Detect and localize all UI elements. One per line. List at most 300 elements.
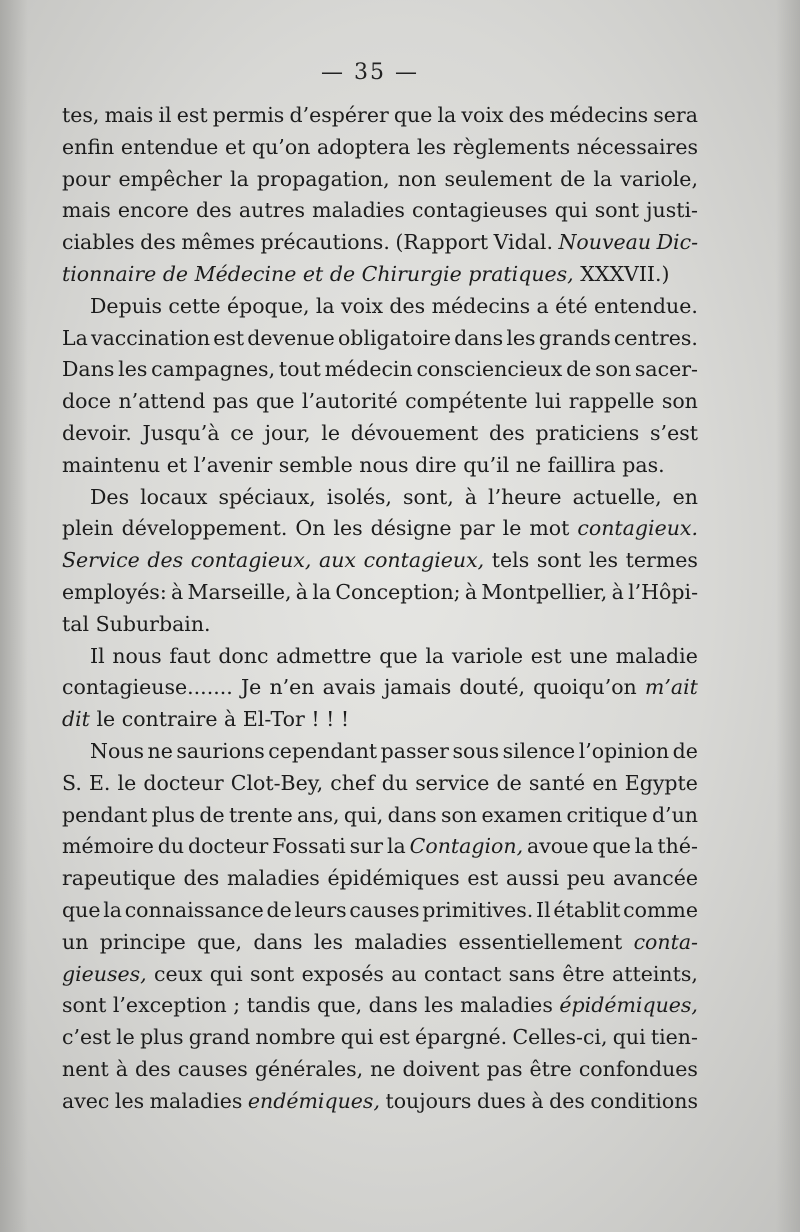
word: sans (508, 961, 556, 986)
word: entendue. (593, 293, 698, 318)
word: Nous (90, 738, 145, 763)
italic-word: contagieux, (363, 548, 485, 573)
word: dévouement (350, 420, 479, 445)
text-line (62, 1054, 698, 1086)
word: mais (104, 103, 154, 127)
word: le (502, 516, 522, 541)
word: du (157, 834, 185, 859)
word: en (672, 484, 698, 509)
word: ceux (154, 961, 203, 986)
word: et (224, 134, 246, 159)
word: admettre (276, 643, 372, 668)
word: douté, (459, 675, 525, 700)
text-line (62, 386, 698, 418)
word: Marseille, (187, 579, 292, 604)
italic-word: Dic- (656, 230, 698, 255)
word: sont (594, 198, 640, 223)
word: qui, (343, 802, 384, 827)
text-line (62, 450, 698, 482)
word: les (416, 134, 447, 159)
word: nent (62, 1056, 109, 1081)
word: lui (535, 389, 562, 414)
text-line (62, 227, 698, 259)
word: la (593, 166, 613, 191)
text-line (62, 195, 698, 227)
word: n’attend (118, 389, 206, 414)
word: les (506, 325, 536, 350)
word: dire (415, 452, 457, 477)
word: avancée (612, 866, 698, 891)
word: essentiellement (458, 929, 623, 954)
word: être (529, 1056, 572, 1081)
word: son (661, 389, 698, 414)
word: exposés (301, 961, 384, 986)
word: plus (140, 1025, 184, 1050)
word: comme (623, 897, 698, 922)
word: que, (197, 929, 243, 954)
word: la (387, 834, 406, 859)
italic-word: tionnaire (62, 261, 157, 286)
word: Conception; (335, 579, 461, 604)
word: à (464, 579, 478, 604)
word: trente (228, 802, 293, 827)
text-line (62, 1022, 698, 1054)
word: des (140, 230, 176, 255)
word: n’en (269, 675, 315, 700)
word: Dans (62, 357, 115, 382)
text-line (62, 513, 698, 545)
word: la (634, 834, 654, 859)
word: d’espérer (289, 103, 389, 127)
word: justi- (646, 198, 698, 223)
word: mémoire (62, 834, 154, 859)
word: les (424, 993, 454, 1018)
word: doivent (402, 1056, 480, 1081)
word: la (425, 643, 445, 668)
word: qu’on (251, 134, 311, 159)
page-left-shadow (0, 0, 28, 1232)
text-line (62, 736, 698, 768)
word: un (62, 929, 89, 954)
word: l’opinion (578, 738, 670, 763)
italic-word: de (329, 261, 356, 286)
word: confondues (578, 1056, 698, 1081)
word: Celles-ci, (512, 1025, 608, 1050)
word: avoue (527, 834, 589, 859)
word: E. (88, 770, 111, 795)
word: doce (62, 389, 112, 414)
word: à (171, 579, 184, 604)
word: Montpellier, (481, 579, 608, 604)
word: de (496, 770, 522, 795)
word: Depuis (90, 293, 162, 318)
word: est (467, 866, 499, 891)
word: enfin (62, 134, 115, 159)
word: dans (454, 325, 504, 350)
word: qui (612, 1025, 646, 1050)
word: contagieuses (412, 198, 548, 223)
word: ! (326, 707, 335, 732)
word: de (672, 738, 698, 763)
word: donc (218, 643, 269, 668)
word: entendue (120, 134, 219, 159)
word: Suburbain. (95, 611, 211, 636)
word: été (555, 293, 588, 318)
word: Il (90, 643, 105, 668)
word: Des (90, 484, 130, 509)
word: est (378, 1025, 410, 1050)
text-line (62, 164, 698, 196)
word: Vidal. (493, 230, 553, 255)
word: pour (62, 166, 111, 191)
word: des (134, 1056, 171, 1081)
word: contraire (121, 707, 218, 732)
italic-word: gieuses, (62, 961, 147, 986)
word: critique (566, 802, 648, 827)
word: médecin (324, 357, 413, 382)
word: à (115, 1056, 128, 1081)
word: sacer- (634, 357, 698, 382)
word: jour, (264, 420, 311, 445)
word: ; (233, 993, 241, 1018)
word: les (118, 357, 148, 382)
word: est (213, 325, 245, 350)
text-line (62, 959, 698, 991)
text-line (62, 768, 698, 800)
word: qui (554, 198, 588, 223)
word: à (295, 579, 309, 604)
word: à (464, 484, 478, 509)
word: variole (451, 643, 524, 668)
word: nombre (255, 1025, 336, 1050)
word: des (549, 1088, 585, 1113)
word: les (333, 516, 363, 541)
word: l’Hôpi- (628, 579, 698, 604)
italic-word: des (147, 548, 184, 573)
word: être (562, 961, 605, 986)
word: une (569, 643, 608, 668)
word: maladies (149, 1088, 243, 1113)
word: isolés, (326, 484, 392, 509)
word: silence (502, 738, 576, 763)
word: le (116, 1025, 135, 1050)
word: nous (359, 452, 409, 477)
word: ce (230, 420, 254, 445)
word: ciables (62, 230, 135, 255)
word: service (415, 770, 490, 795)
word: qui (209, 961, 243, 986)
word: médecins (431, 293, 531, 318)
word: mais (62, 198, 111, 223)
word: la (437, 103, 457, 127)
word: des (389, 293, 426, 318)
word: que (393, 103, 433, 127)
word: docteur (143, 770, 224, 795)
word: pendant (62, 802, 148, 827)
word: causes (349, 897, 420, 922)
word: Il (535, 897, 551, 922)
word: propagation, (256, 166, 390, 191)
word: leurs (294, 897, 347, 922)
word: Je (240, 675, 262, 700)
text-line (62, 927, 698, 959)
text-line (62, 291, 698, 323)
italic-word: et (302, 261, 324, 286)
word: principe (99, 929, 186, 954)
text-line (62, 800, 698, 832)
word: jamais (383, 675, 452, 700)
word: actuelle, (572, 484, 662, 509)
word: devenue (247, 325, 335, 350)
word: examen (481, 802, 563, 827)
word: de (266, 897, 292, 922)
text-line (62, 831, 698, 863)
word: la (315, 293, 335, 318)
text-line (62, 132, 698, 164)
word: les (588, 548, 619, 573)
word: contact (424, 961, 502, 986)
word: d’un (651, 802, 698, 827)
word: que (379, 643, 418, 668)
text-line (62, 990, 698, 1022)
word: sous (452, 738, 500, 763)
italic-word: aux (318, 548, 356, 573)
word: il (158, 103, 172, 127)
word: sont (62, 993, 107, 1018)
word: la (230, 166, 249, 191)
italic-word: épidémiques, (559, 993, 698, 1018)
word: El-Tor (242, 707, 305, 732)
word: vaccination (91, 325, 211, 350)
word: épidémiques (327, 866, 460, 891)
word: On (295, 516, 326, 541)
word: maladies (227, 866, 320, 891)
word: dans (253, 929, 303, 954)
word: médecins (549, 103, 649, 127)
page-right-shadow (776, 0, 800, 1232)
word: maintenu (62, 452, 161, 477)
word: ne (515, 452, 542, 477)
italic-word: de (162, 261, 189, 286)
text-line (62, 895, 698, 927)
word: nous (112, 643, 162, 668)
word: l’avenir (193, 452, 273, 477)
word: est (176, 103, 208, 127)
word: son (441, 802, 478, 827)
word: rapeutique (62, 866, 176, 891)
word: plus (151, 802, 195, 827)
word: établit (553, 897, 621, 922)
word: et (166, 452, 188, 477)
page-number: — 35 — (321, 60, 419, 85)
word: consciencieux (416, 357, 563, 382)
word: l’autorité (301, 389, 398, 414)
word: faillira (547, 452, 616, 477)
word: de (566, 357, 592, 382)
word: précautions. (260, 230, 390, 255)
word: l’exception (112, 993, 227, 1018)
word: générales, (254, 1056, 364, 1081)
word: la (312, 579, 332, 604)
word: des (508, 103, 545, 127)
text-line (62, 1086, 698, 1118)
word: maladies (460, 993, 553, 1018)
word: maladie (615, 643, 698, 668)
word: termes (625, 548, 698, 573)
word: devoir. (62, 420, 132, 445)
word: grands (538, 325, 611, 350)
word: Egypte (624, 770, 698, 795)
word: tels (491, 548, 530, 573)
word: que (592, 834, 631, 859)
word: Clot-Bey, (230, 770, 324, 795)
word: saurions (176, 738, 265, 763)
word: avec (62, 1088, 110, 1113)
text-line (62, 609, 698, 641)
word: santé (528, 770, 586, 795)
word: adoptera (317, 134, 411, 159)
word: (Rapport (395, 230, 489, 255)
word: la (103, 897, 122, 922)
word: de (199, 802, 225, 827)
word: quoiqu’on (533, 675, 637, 700)
word: est (530, 643, 562, 668)
word: variole, (620, 166, 698, 191)
word: toujours (385, 1088, 472, 1113)
word: tes, (62, 103, 100, 127)
word: rappelle (568, 389, 655, 414)
word: l’heure (488, 484, 562, 509)
word: employés: (62, 579, 167, 604)
word: des (488, 420, 525, 445)
word: développement. (121, 516, 288, 541)
italic-word: pratiques, (468, 261, 574, 286)
word: dues (476, 1088, 526, 1113)
word: le (117, 770, 137, 795)
word: causes (177, 1056, 248, 1081)
text-line (62, 418, 698, 450)
word: voix (461, 103, 504, 127)
word: primitives. (422, 897, 534, 922)
word: permis (212, 103, 285, 127)
word: autres (238, 198, 306, 223)
word: tal (62, 611, 90, 636)
word: son (595, 357, 632, 382)
word: de (560, 166, 586, 191)
word: tout (278, 357, 321, 382)
word: spéciaux, (218, 484, 316, 509)
word: époque, (226, 293, 310, 318)
word: aussi (505, 866, 560, 891)
word: du (381, 770, 409, 795)
word: sur (349, 834, 384, 859)
word: connaissance (124, 897, 264, 922)
word: non (397, 166, 437, 191)
text-line (62, 704, 698, 736)
word: Jusqu’à (142, 420, 220, 445)
word: ne (147, 738, 173, 763)
word: règlements (452, 134, 571, 159)
word: dans (368, 993, 418, 1018)
word: passer (380, 738, 449, 763)
text-line (62, 482, 698, 514)
word: grand (188, 1025, 251, 1050)
text-line (62, 100, 698, 132)
word: empêcher (118, 166, 222, 191)
word: locaux (140, 484, 208, 509)
word: peu (566, 866, 606, 891)
word: qu’il (463, 452, 510, 477)
text-line (62, 577, 698, 609)
word: qui (340, 1025, 374, 1050)
italic-word: Contagion, (409, 834, 524, 859)
word: maladies (312, 198, 405, 223)
italic-word: Nouveau (558, 230, 652, 255)
word: par (459, 516, 495, 541)
word: désigne (370, 516, 452, 541)
word: plein (62, 516, 114, 541)
word: a (536, 293, 549, 318)
word: voix (341, 293, 384, 318)
word: pas (486, 1056, 523, 1081)
body-text (62, 100, 698, 1118)
word: à (224, 707, 237, 732)
word: mot (529, 516, 570, 541)
word: docteur (187, 834, 269, 859)
word: maladies (354, 929, 448, 954)
word: campagnes, (151, 357, 276, 382)
word: avais (322, 675, 376, 700)
word: sera (653, 103, 698, 127)
word: ne (370, 1056, 396, 1081)
word: cependant (268, 738, 378, 763)
word: La (62, 325, 88, 350)
word: compétente (405, 389, 528, 414)
word: mêmes (181, 230, 256, 255)
word: des (196, 198, 232, 223)
text-line (62, 672, 698, 704)
word: en (592, 770, 618, 795)
word: les (114, 1088, 145, 1113)
word: s’est (650, 420, 698, 445)
italic-word: Chirurgie (361, 261, 462, 286)
word: cette (168, 293, 221, 318)
word: le (321, 420, 340, 445)
word: pas. (622, 452, 665, 477)
word: conditions (590, 1088, 698, 1113)
word: à (611, 579, 624, 604)
italic-word: Médecine (194, 261, 297, 286)
word: épargné. (414, 1025, 508, 1050)
word: contagieuse....... (62, 675, 233, 700)
italic-word: conta- (633, 929, 698, 954)
text-line (62, 863, 698, 895)
word: tien- (650, 1025, 698, 1050)
word: thé- (657, 834, 698, 859)
word: ans, (297, 802, 340, 827)
word: praticiens (535, 420, 640, 445)
italic-word: m’ait (644, 675, 698, 700)
word: S. (62, 770, 82, 795)
word: tandis (246, 993, 311, 1018)
text-line (62, 259, 698, 291)
italic-word: contagieux. (577, 516, 698, 541)
word: seulement (444, 166, 553, 191)
word: sont (249, 961, 295, 986)
word: dans (387, 802, 437, 827)
word: chef (330, 770, 375, 795)
word: faut (169, 643, 211, 668)
